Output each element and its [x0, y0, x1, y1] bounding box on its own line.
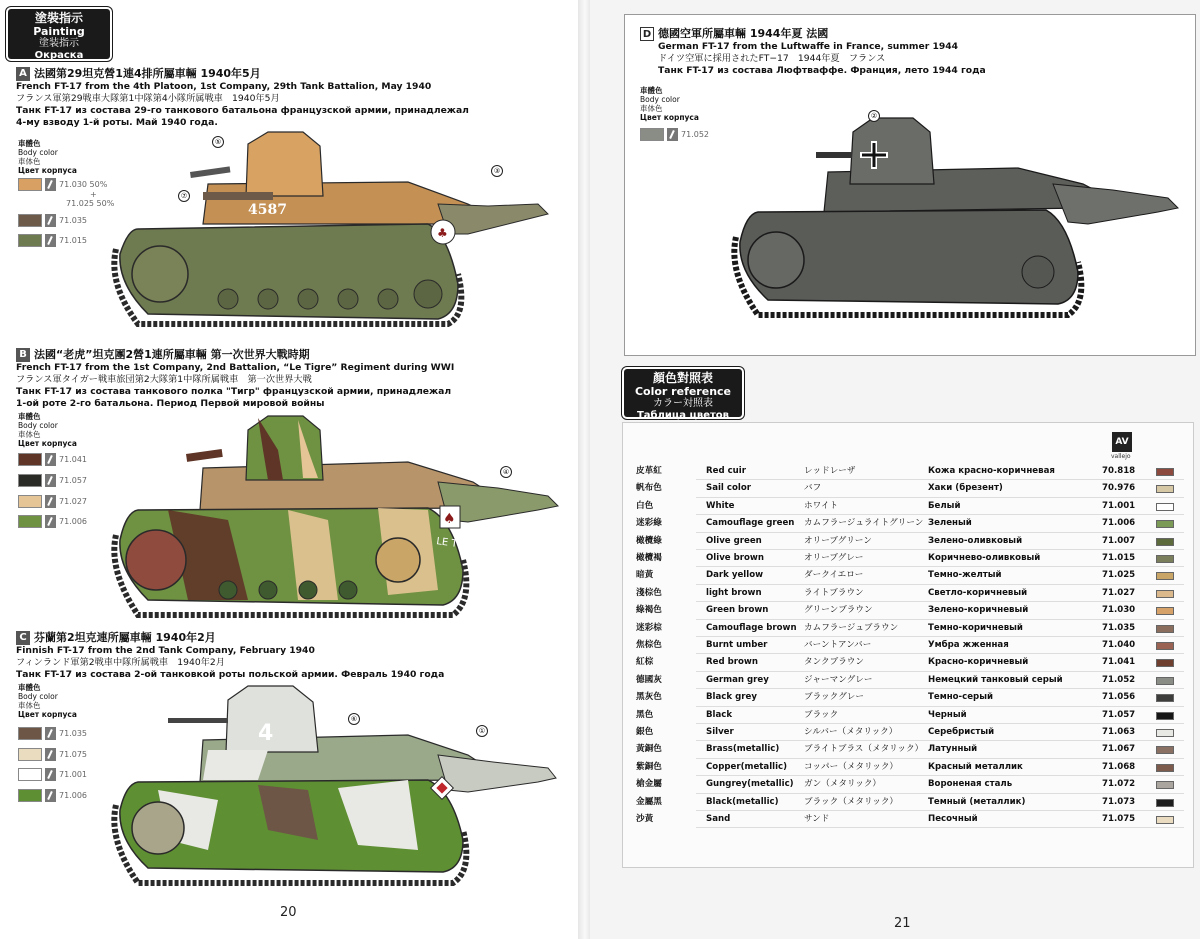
paint-code-2: 71.025 50% [66, 199, 115, 208]
color-code-cell: 71.040 [1102, 640, 1136, 650]
color-swatch [1156, 799, 1174, 807]
color-ru-cell: Умбра жженная [928, 640, 1009, 650]
color-ja-cell: オリーブグレー [804, 553, 864, 563]
color-en-cell: German grey [706, 674, 769, 685]
color-ru-cell: Коричнево-оливковый [928, 553, 1041, 563]
paint-code: 71.015 [59, 236, 87, 245]
color-swatch [1156, 816, 1174, 824]
color-swatch [18, 474, 42, 487]
body-color-label: 車體色 Body color 車体色 Цвет корпуса [640, 86, 699, 122]
color-ru-cell: Латунный [928, 744, 978, 755]
badge-zh: 顏色對照表 [652, 371, 713, 385]
swatch-c-4 [18, 789, 87, 802]
paint-code: 71.041 [59, 455, 87, 464]
color-swatch [1156, 607, 1174, 615]
callout-7: ⑦ [178, 190, 190, 202]
table-row [636, 533, 1184, 550]
body-color-label: 車體色 Body color 車体色 Цвет корпуса [18, 412, 77, 448]
color-en-cell: Black grey [706, 692, 757, 703]
color-code-cell: 71.067 [1102, 744, 1136, 755]
table-row [636, 759, 1184, 776]
swatch-b-3 [18, 495, 87, 508]
color-code-cell: 70.976 [1102, 483, 1136, 494]
section-desc-ru: Танк FT-17 из состава 29-го танкового батальона французской армии, принадлежал [16, 105, 469, 116]
section-desc-ja: フランス軍タイガー戦車旅団第2大隊第1中隊所属戦車 第一次世界大戦 [16, 374, 312, 385]
color-code-cell: 70.818 [1102, 466, 1136, 476]
color-en-cell: Sand [706, 814, 731, 824]
color-swatch [18, 789, 42, 802]
color-code-cell: 71.027 [1102, 587, 1136, 598]
color-ru-cell: Темно-желтый [928, 570, 1002, 581]
color-swatch [18, 453, 42, 466]
color-en-cell: Black [706, 709, 733, 720]
tank-d-illustration [728, 112, 1188, 327]
color-en-cell: Olive brown [706, 553, 764, 563]
callout-1: ① [476, 725, 488, 737]
color-swatch [1156, 520, 1174, 528]
brush-icon [667, 128, 678, 141]
color-ru-cell: Красно-коричневый [928, 657, 1029, 668]
color-en-cell: Red cuir [706, 466, 746, 476]
color-en-cell: Gungrey(metallic) [706, 779, 794, 790]
table-row [636, 515, 1184, 532]
section-desc-ru: Танк FT-17 из состава 2-ой танковкой роты польской армии. Февраль 1940 года [16, 669, 445, 680]
table-row [636, 637, 1184, 654]
section-title: 德國空軍所屬車輛 1944年夏 法國 [658, 27, 829, 40]
color-en-cell: Sail color [706, 483, 751, 494]
color-ru-cell: Песочный [928, 814, 978, 824]
swatch-a-3 [18, 234, 87, 247]
color-ru-cell: Зелено-оливковый [928, 535, 1023, 546]
color-ru-cell: Красный металлик [928, 761, 1023, 772]
color-code-cell: 71.030 [1102, 605, 1136, 616]
section-title: 法國“老虎”坦克團2營1連所屬車輛 第一次世界大戰時期 [34, 348, 310, 361]
section-desc-en: French FT-17 from the 4th Platoon, 1st Company, 29th Tank Battalion, May 1940 [16, 81, 432, 92]
color-zh-cell: 橄欖褐 [636, 553, 662, 563]
color-zh-cell: 德國灰 [636, 674, 662, 685]
color-zh-cell: 黑色 [636, 709, 654, 720]
color-code-cell: 71.063 [1102, 727, 1136, 737]
color-ja-cell: レッドレーザ [804, 466, 856, 476]
color-code-cell: 71.015 [1102, 553, 1136, 563]
color-code-cell: 71.041 [1102, 657, 1136, 668]
section-desc-ru: Танк FT-17 из состава танкового полка "Тигр" французской армии, принадлежал [16, 386, 452, 397]
color-zh-cell: 紫銅色 [636, 761, 662, 772]
color-zh-cell: 黑灰色 [636, 692, 662, 703]
swatch-c-2 [18, 748, 87, 761]
tank-name: LE TIGRE [435, 536, 482, 554]
color-code-cell: 71.072 [1102, 779, 1136, 790]
color-swatch [1156, 555, 1174, 563]
color-en-cell: Dark yellow [706, 570, 764, 581]
table-row [636, 707, 1184, 724]
section-desc-en: German FT-17 from the Luftwaffe in France, summer 1944 [658, 41, 959, 52]
row-divider [696, 827, 1184, 828]
color-swatch [18, 727, 42, 740]
section-b [16, 348, 454, 410]
painting-badge [8, 9, 110, 59]
brush-icon [45, 768, 56, 781]
section-d [640, 27, 986, 77]
paint-code: 71.057 [59, 476, 87, 485]
color-zh-cell: 銀色 [636, 727, 654, 737]
color-ru-cell: Хаки (брезент) [928, 483, 1003, 494]
color-ru-cell: Немецкий танковый серый [928, 674, 1063, 685]
paint-code: 71.006 [59, 517, 87, 526]
table-row [636, 724, 1184, 741]
tank-number: 4587 [248, 202, 287, 218]
color-en-cell: White [706, 500, 735, 511]
color-en-cell: Copper(metallic) [706, 761, 788, 772]
vallejo-logo: AV [1112, 432, 1132, 452]
color-swatch [18, 214, 42, 227]
section-desc-ru: Танк FT-17 из состава Люфтваффе. Франция, лето 1944 года [658, 65, 986, 76]
color-code-cell: 71.006 [1102, 518, 1136, 529]
color-ja-cell: サンド [804, 814, 830, 824]
table-row [636, 498, 1184, 515]
svg-text:♣: ♣ [437, 226, 448, 240]
table-row [636, 811, 1184, 828]
color-swatch [18, 515, 42, 528]
table-row [636, 794, 1184, 811]
table-row [636, 463, 1184, 480]
table-row [636, 741, 1184, 758]
color-ru-cell: Темно-коричневый [928, 622, 1023, 633]
color-swatch [1156, 538, 1174, 546]
callout-5: ⑤ [212, 136, 224, 148]
color-code-cell: 71.075 [1102, 814, 1136, 824]
paint-plus: + [90, 190, 97, 199]
paint-code: 71.001 [59, 770, 87, 779]
swatch-c-1 [18, 727, 87, 740]
paint-code: 71.035 [59, 216, 87, 225]
color-ja-cell: ホワイト [804, 500, 839, 511]
color-swatch [18, 748, 42, 761]
tank-b-illustration [108, 410, 568, 625]
tank-a-illustration [108, 124, 568, 334]
color-code-cell: 71.052 [1102, 674, 1136, 685]
color-code-cell: 71.025 [1102, 570, 1136, 581]
color-swatch [18, 495, 42, 508]
table-row [636, 620, 1184, 637]
color-en-cell: Brass(metallic) [706, 744, 780, 755]
badge-ru: Таблица цветов [636, 410, 730, 421]
section-desc-ja: ドイツ空軍に採用されたFT−17 1944年夏 フランス [658, 53, 886, 64]
color-swatch [640, 128, 664, 141]
color-swatch [1156, 764, 1174, 772]
color-en-cell: Green brown [706, 605, 769, 616]
section-letter: B [16, 348, 30, 362]
color-swatch [18, 178, 42, 191]
color-ru-cell: Кожа красно-коричневая [928, 466, 1055, 476]
color-ja-cell: グリーンブラウン [804, 605, 873, 616]
tank-number: 4 [258, 721, 274, 746]
badge-ja: 塗装指示 [39, 38, 79, 49]
color-zh-cell: 暗黃 [636, 570, 654, 581]
color-ru-cell: Зеленый [928, 518, 972, 529]
section-desc-ru-2: 1-ой роте 2-го батальона. Период Первой мировой войны [16, 398, 325, 409]
color-ja-cell: ブラック [804, 709, 839, 720]
color-ja-cell: ジャーマングレー [804, 674, 873, 685]
callout-2: ② [868, 110, 880, 122]
brush-icon [45, 474, 56, 487]
swatch-b-2 [18, 474, 87, 487]
color-zh-cell: 綠褐色 [636, 605, 662, 616]
color-ja-cell: バーントアンバー [804, 640, 872, 650]
section-c [16, 631, 444, 681]
color-en-cell: Camouflage brown [706, 622, 797, 633]
color-zh-cell: 皮革紅 [636, 466, 662, 476]
body-color-label: 車體色 Body color 車体色 Цвет корпуса [18, 683, 77, 719]
color-swatch [1156, 729, 1174, 737]
color-ru-cell: Белый [928, 500, 961, 511]
brush-icon [45, 178, 56, 191]
brush-icon [45, 748, 56, 761]
brush-icon [45, 515, 56, 528]
color-zh-cell: 槍金屬 [636, 779, 662, 790]
color-zh-cell: 沙黃 [636, 814, 654, 824]
color-ja-cell: カムフラージュライトグリーン [804, 518, 924, 529]
section-desc-ja: フランス軍第29戦車大隊第1中隊第4小隊所属戦車 1940年5月 [16, 93, 280, 104]
table-row [636, 602, 1184, 619]
brush-icon [45, 234, 56, 247]
table-row [636, 672, 1184, 689]
color-code-cell: 71.007 [1102, 535, 1136, 546]
swatch-c-3 [18, 768, 87, 781]
color-en-cell: Burnt umber [706, 640, 768, 650]
section-letter: D [640, 27, 654, 41]
badge-en: Color reference [634, 385, 732, 398]
paint-code: 71.035 [59, 729, 87, 738]
callout-4: ④ [500, 466, 512, 478]
color-swatch [1156, 485, 1174, 493]
section-title: 法國第29坦克營1連4排所屬車輛 1940年5月 [34, 67, 261, 80]
paint-code: 71.030 50% [59, 180, 108, 189]
table-row [636, 480, 1184, 497]
color-zh-cell: 迷彩棕 [636, 622, 662, 633]
table-row [636, 585, 1184, 602]
table-row [636, 689, 1184, 706]
table-row [636, 654, 1184, 671]
color-ja-cell: ライトブラウン [804, 587, 864, 598]
brush-icon [45, 789, 56, 802]
section-letter: A [16, 67, 30, 81]
color-ja-cell: カムフラージュブラウン [804, 622, 899, 633]
swatch-b-4 [18, 515, 87, 528]
badge-ja: カラー対照表 [653, 398, 713, 409]
color-swatch [1156, 468, 1174, 476]
page-number-right: 21 [894, 916, 911, 931]
body-color-label: 車體色 Body color 車体色 Цвет корпуса [18, 139, 77, 175]
color-zh-cell: 淺棕色 [636, 587, 662, 598]
color-swatch [1156, 642, 1174, 650]
color-en-cell: Camouflage green [706, 518, 795, 529]
color-ja-cell: ダークイエロー [804, 570, 864, 581]
color-ja-cell: ガン（メタリック） [804, 779, 882, 790]
paint-code: 71.075 [59, 750, 87, 759]
color-swatch [1156, 572, 1174, 580]
color-zh-cell: 橄欖綠 [636, 535, 662, 546]
color-code-cell: 71.001 [1102, 500, 1136, 511]
brush-icon [45, 727, 56, 740]
paint-code: 71.027 [59, 497, 87, 506]
color-ja-cell: バフ [804, 483, 822, 494]
paint-code: 71.006 [59, 791, 87, 800]
badge-en: Painting [33, 25, 85, 38]
color-swatch [18, 768, 42, 781]
swatch-b-1 [18, 453, 87, 466]
color-swatch [1156, 590, 1174, 598]
vallejo-label: vallejo [1111, 453, 1131, 460]
color-swatch [1156, 625, 1174, 633]
color-ru-cell: Черный [928, 709, 967, 720]
swatch-d-1 [640, 128, 709, 141]
color-en-cell: light brown [706, 587, 762, 598]
color-en-cell: Black(metallic) [706, 796, 779, 807]
color-code-cell: 71.035 [1102, 622, 1136, 633]
color-ja-cell: シルバー（メタリック） [804, 727, 898, 737]
color-ru-cell: Темный (металлик) [928, 796, 1026, 807]
color-en-cell: Silver [706, 727, 734, 737]
color-code-cell: 71.056 [1102, 692, 1136, 703]
color-ja-cell: タンクブラウン [804, 657, 864, 668]
color-ja-cell: ブライトブラス（メタリック） [804, 744, 924, 755]
section-desc-ja: フィンランド軍第2戦車中隊所属戦車 1940年2月 [16, 657, 225, 668]
color-zh-cell: 迷彩綠 [636, 518, 662, 529]
color-zh-cell: 焦棕色 [636, 640, 662, 650]
color-zh-cell: 金屬黑 [636, 796, 662, 807]
color-ja-cell: オリーブグリーン [804, 535, 872, 546]
color-code-cell: 71.068 [1102, 761, 1136, 772]
section-desc-ru-2: 4-му взводу 1-й роты. Май 1940 года. [16, 117, 218, 128]
color-swatch [1156, 781, 1174, 789]
color-en-cell: Olive green [706, 535, 762, 546]
color-zh-cell: 黃銅色 [636, 744, 662, 755]
brush-icon [45, 214, 56, 227]
color-zh-cell: 紅棕 [636, 657, 654, 668]
color-zh-cell: 白色 [636, 500, 654, 511]
badge-zh: 塗裝指示 [34, 11, 83, 25]
svg-text:♠: ♠ [443, 511, 456, 527]
color-code-cell: 71.057 [1102, 709, 1136, 720]
color-ja-cell: コッパー（メタリック） [804, 761, 899, 772]
paint-code: 71.052 [681, 130, 709, 139]
color-swatch [1156, 712, 1174, 720]
color-reference-badge [624, 369, 742, 421]
section-letter: C [16, 631, 30, 645]
section-a [16, 67, 469, 129]
section-desc-en: French FT-17 from the 1st Company, 2nd Battalion, “Le Tigre” Regiment during WWI [16, 362, 455, 373]
table-row [636, 776, 1184, 793]
color-swatch [1156, 746, 1174, 754]
color-ru-cell: Серебристый [928, 727, 995, 737]
badge-ru: Окраска [34, 50, 84, 61]
color-zh-cell: 帆布色 [636, 483, 662, 494]
color-swatch [18, 234, 42, 247]
color-ja-cell: ブラックグレー [804, 692, 864, 703]
table-row [636, 550, 1184, 567]
color-swatch [1156, 694, 1174, 702]
table-row [636, 567, 1184, 584]
brush-icon [45, 495, 56, 508]
section-desc-en: Finnish FT-17 from the 2nd Tank Company, February 1940 [16, 645, 315, 656]
color-swatch [1156, 677, 1174, 685]
callout-3: ③ [491, 165, 503, 177]
color-ja-cell: ブラック（メタリック） [804, 796, 899, 807]
tank-c-illustration [108, 680, 568, 892]
color-ru-cell: Светло-коричневый [928, 587, 1028, 598]
color-swatch [1156, 503, 1174, 511]
page-number-left: 20 [280, 905, 297, 920]
color-swatch [1156, 659, 1174, 667]
color-en-cell: Red brown [706, 657, 758, 668]
section-title: 芬蘭第2坦克連所屬車輛 1940年2月 [34, 631, 216, 644]
color-ru-cell: Вороненая сталь [928, 779, 1013, 790]
swatch-a-2 [18, 214, 87, 227]
color-ru-cell: Зелено-коричневый [928, 605, 1029, 616]
callout-6: ⑥ [348, 713, 360, 725]
brush-icon [45, 453, 56, 466]
color-ru-cell: Темно-серый [928, 692, 993, 703]
color-code-cell: 71.073 [1102, 796, 1136, 807]
